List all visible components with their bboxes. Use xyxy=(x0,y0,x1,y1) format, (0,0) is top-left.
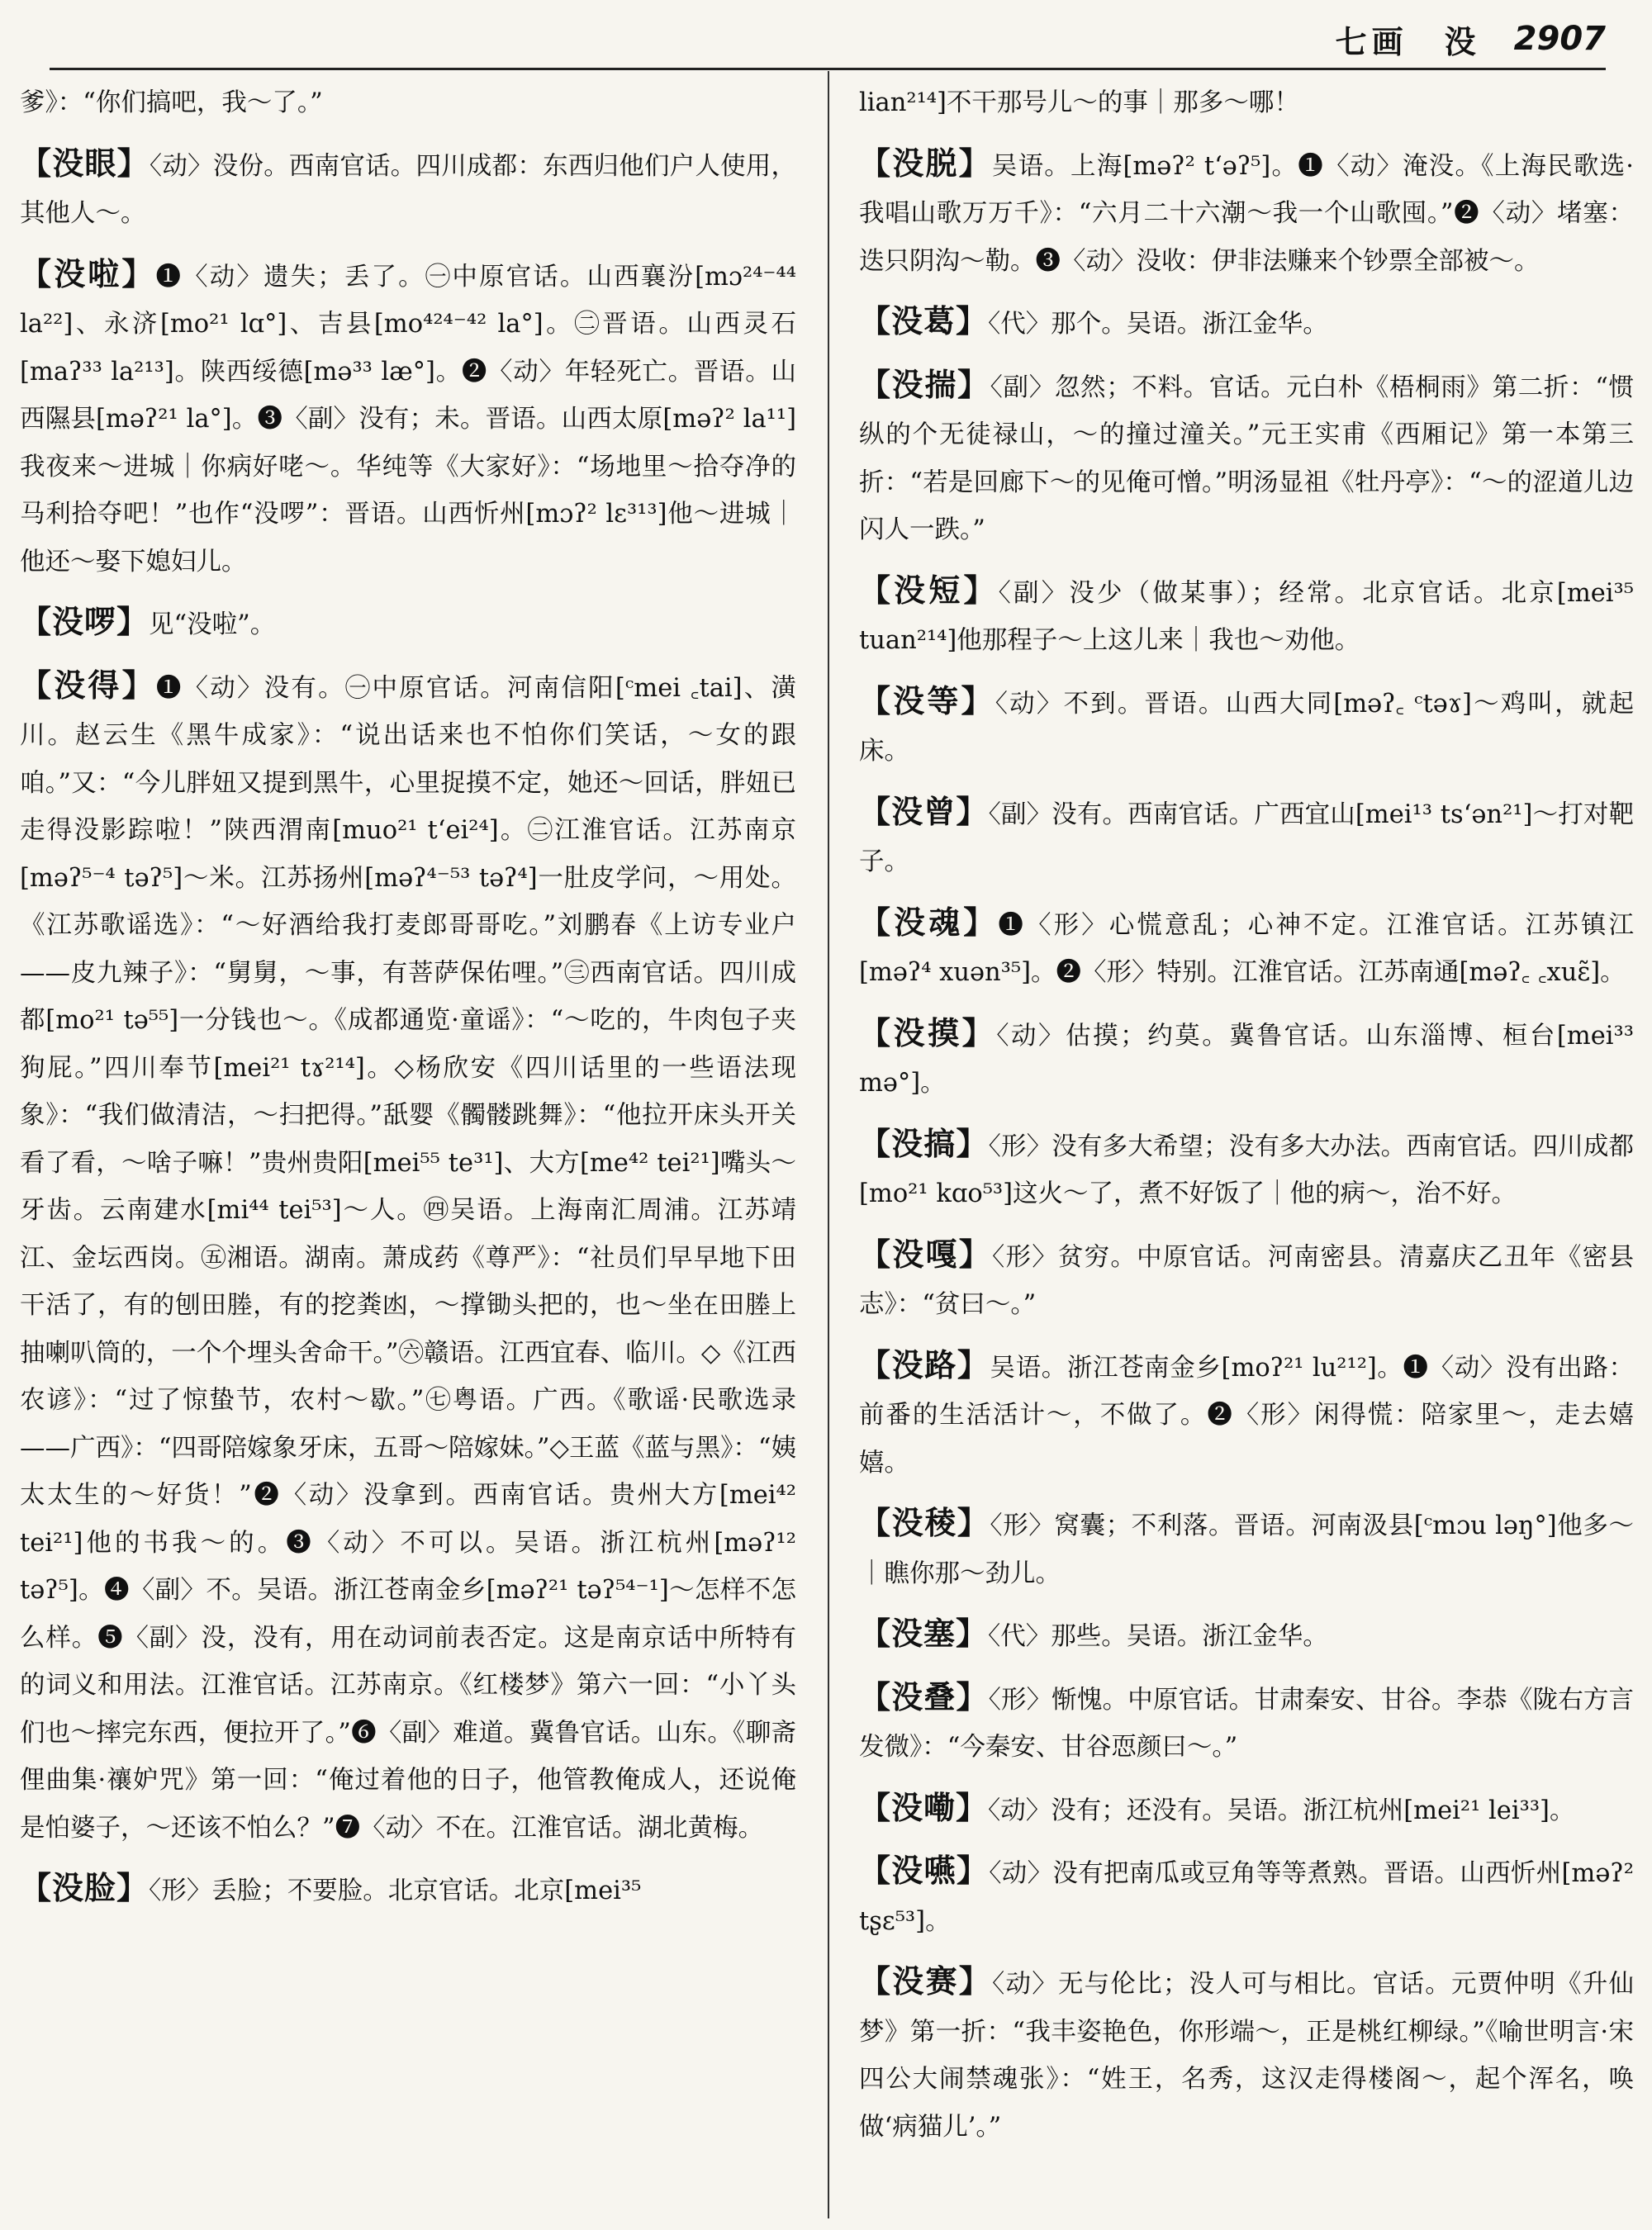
entry-headword: 【没等】 xyxy=(859,681,995,719)
dictionary-entry xyxy=(859,297,1634,349)
page-header xyxy=(50,10,1606,70)
entry-headword: 【没啦】 xyxy=(20,254,156,292)
entry-definition: 〈动〉没有；还没有。吴语。浙江杭州[mei²¹ lei³³]。 xyxy=(988,1796,1575,1825)
dictionary-entry xyxy=(859,1499,1634,1597)
entry-definition: 爹》：“你们搞吧，我～了。” xyxy=(20,88,323,117)
entry-definition: 〈动〉没有把南瓜或豆角等等煮熟。晋语。山西忻州[məʔ² tʂɛ⁵³]。 xyxy=(859,1859,1634,1936)
entry-definition: 〈动〉无与伦比；没人可与相比。官话。元贾仲明《升仙梦》第一折：“我丰姿艳色，你形端～，正是桃红柳绿。”《喻世明言·宋四公大闹禁魂张》：“姓王，名秀，这汉走得楼阁～，起个浑名，唤做‘病猫儿’。” xyxy=(859,1970,1634,2142)
entry-definition: 〈动〉估摸；约莫。冀鲁官话。山东淄博、桓台[mei³³ mə°]。 xyxy=(859,1021,1634,1098)
entry-definition: 〈形〉窝囊；不利落。晋语。河南汲县[ᶜmɔu ləŋ°]他多～｜瞧你那～劲儿。 xyxy=(859,1511,1634,1588)
entry-headword: 【没得】 xyxy=(20,666,156,704)
section-label: 七画 没 xyxy=(1335,22,1481,60)
entry-headword: 【没嘞】 xyxy=(859,1788,989,1826)
entry-headword: 【没嚥】 xyxy=(859,1852,990,1889)
dictionary-entry xyxy=(859,1784,1634,1835)
entry-definition: ❶〈形〉心慌意乱；心神不定。江淮官话。江苏镇江[məʔ⁴ xuən³⁵]。❷〈形〉特别。江淮官话。江苏南通[məʔ꜀ ꜀xuɛ̃]。 xyxy=(859,910,1634,987)
entry-headword: 【没叠】 xyxy=(859,1677,989,1715)
right-column xyxy=(859,79,1634,2218)
dictionary-entry xyxy=(859,79,1634,127)
entry-definition: lian²¹⁴]不干那号儿～的事｜那多～哪！ xyxy=(859,88,1299,117)
entry-headword: 【没啰】 xyxy=(20,603,150,640)
entry-definition: 见“没啦”。 xyxy=(149,610,276,639)
entry-definition: 〈动〉没份。西南官话。四川成都：东西归他们户人使用，其他人～。 xyxy=(20,151,796,228)
entry-headword: 【没曾】 xyxy=(859,792,989,830)
entry-definition: 〈形〉贫穷。中原官话。河南密县。清嘉庆乙丑年《密县志》：“贫曰～。” xyxy=(859,1242,1634,1319)
entry-headword: 【没短】 xyxy=(859,571,999,609)
dictionary-entry xyxy=(20,662,796,1853)
entry-headword: 【没眼】 xyxy=(20,144,150,182)
entry-definition: 吴语。浙江苍南金乡[moʔ²¹ lu²¹²]。❶〈动〉没有出路：前番的生活活计～，不做了。❷〈形〉闲得慌：陪家里～，走去嬉嬉。 xyxy=(859,1353,1634,1478)
entry-definition: 〈形〉惭愧。中原官话。甘肃秦安、甘谷。李恭《陇右方言发微》：“今秦安、甘谷恧颜曰～。” xyxy=(859,1685,1634,1762)
entry-headword: 【没塞】 xyxy=(859,1615,989,1652)
dictionary-entry xyxy=(859,1610,1634,1661)
dictionary-entry xyxy=(859,1957,1634,2151)
entry-headword: 【没嘎】 xyxy=(859,1235,992,1273)
entry-headword: 【没脸】 xyxy=(20,1869,150,1906)
dictionary-entry xyxy=(20,598,796,649)
dictionary-entry xyxy=(20,250,796,586)
column-divider xyxy=(828,71,829,2218)
dictionary-entry xyxy=(20,1864,796,1915)
entry-headword: 【没稜】 xyxy=(859,1504,990,1541)
dictionary-entry xyxy=(20,79,796,127)
entry-headword: 【没脱】 xyxy=(859,144,992,182)
dictionary-entry xyxy=(859,899,1634,997)
entry-headword: 【没魂】 xyxy=(859,903,999,941)
entry-definition: 〈副〉没有。西南官话。广西宜山[mei¹³ tsʻən²¹]～打对靶子。 xyxy=(859,799,1634,876)
entry-headword: 【没路】 xyxy=(859,1345,990,1383)
dictionary-entry xyxy=(20,140,796,238)
dictionary-entry xyxy=(859,567,1634,665)
dictionary-entry xyxy=(859,1120,1634,1218)
dictionary-entry xyxy=(859,140,1634,286)
dictionary-entry xyxy=(859,1341,1634,1487)
entry-definition: 〈副〉忽然；不料。官话。元白朴《梧桐雨》第二折：“惯纵的个无徒禄山，～的撞过潼关。”元王实甫《西厢记》第一本第三折：“若是回廊下～的见俺可憎。”明汤显祖《牡丹亭》：“～的涩道儿边闪人一跌。” xyxy=(859,372,1634,544)
entry-definition: ❶〈动〉遗失；丢了。㊀中原官话。山西襄汾[mɔ²⁴⁻⁴⁴ la²²]、永济[mo²¹ lɑ°]、吉县[mo⁴²⁴⁻⁴² la°]。㊁晋语。山西灵石[maʔ³³ la²¹³]。陕西绥德[mə³³ læ°]。❷〈动〉年轻死亡。晋语。山西隰县[məʔ²¹ la°]。❸〈副〉没有；未。晋语。山西太原[məʔ² la¹¹]我夜来～进城｜你病好咾～。华纯等《大家好》：“场地里～拾夺净的马利拾夺吧！”也作“没啰”：晋语。山西忻州[mɔʔ² lɛ³¹³]他～进城｜他还～娶下媳妇儿。 xyxy=(20,262,796,576)
entry-headword: 【没揣】 xyxy=(859,365,990,403)
dictionary-entry xyxy=(859,677,1634,776)
entry-definition: ❶〈动〉没有。㊀中原官话。河南信阳[ᶜmei ꜀tai]、潢川。赵云生《黑牛成家》：“说出话来也不怕你们笑话，～女的跟咱。”又：“今儿胖妞又提到黑牛，心里捉摸不定，她还～回话，胖妞已走得没影踪啦！”陕西渭南[muo²¹ tʻei²⁴]。㊁江淮官话。江苏南京[məʔ⁵⁻⁴ təʔ⁵]～米。江苏扬州[məʔ⁴⁻⁵³ təʔ⁴]一肚皮学问，～用处。《江苏歌谣选》：“～好酒给我打麦郎哥哥吃。”刘鹏春《上访专业户——皮九辣子》：“舅舅，～事，有菩萨保佑哩。”㊂西南官话。四川成都[mo²¹ tə⁵⁵]一分钱也～。《成都通览·童谣》：“～吃的，牛肉包子夹狗屁。”四川奉节[mei²¹ tɤ²¹⁴]。◇杨欣安《四川话里的一些语法现象》：“我们做清洁，～扫把得。”舐婴《髑髅跳舞》：“他拉开床头开关看了看，～啥子嘛！”贵州贵阳[mei⁵⁵ te³¹]、大方[me⁴² tei²¹]嘴头～牙齿。云南建水[mi⁴⁴ tei⁵³]～人。㊃吴语。上海南汇周浦。江苏靖江、金坛西岗。㊄湘语。湖南。萧成药《尊严》：“社员们早早地下田干活了，有的刨田塍，有的挖粪凼，～撑锄头把的，也～坐在田塍上抽喇叭筒的，一个个埋头舍命干。”㊅赣语。江西宜春、临川。◇《江西农谚》：“过了惊蛰节，农村～歇。”㊆粤语。广西。《歌谣·民歌选录——广西》：“四哥陪嫁象牙床，五哥～陪嫁妹。”◇王蓝《蓝与黑》：“姨太太生的～好货！”❷〈动〉没拿到。西南官话。贵州大方[mei⁴² tei²¹]他的书我～的。❸〈动〉不可以。吴语。浙江杭州[məʔ¹² təʔ⁵]。❹〈副〉不。吴语。浙江苍南金乡[məʔ²¹ təʔ⁵⁴⁻¹]～怎样不怎么样。❺〈副〉没，没有，用在动词前表否定。这是南京话中所特有的词义和用法。江淮官话。江苏南京。《红楼梦》第六一回：“小丫头们也～摔完东西，便拉开了。”❻〈副〉难道。冀鲁官话。山东。《聊斋俚曲集·禳妒咒》第一回：“俺过着他的日子，他管教俺成人，还说俺是怕婆子，～还该不怕么？”❼〈动〉不在。江淮官话。湖北黄梅。 xyxy=(20,673,796,1843)
entry-definition: 〈代〉那个。吴语。浙江金华。 xyxy=(988,310,1328,339)
entry-definition: 〈形〉丢脸；不要脸。北京官话。北京[mei³⁵ xyxy=(149,1877,642,1905)
entry-definition: 〈形〉没有多大希望；没有多大办法。西南官话。四川成都[mo²¹ kɑo⁵³]这火～了，煮不好饭了｜他的病～，治不好。 xyxy=(859,1132,1634,1208)
page-number: 2907 xyxy=(1513,20,1606,58)
dictionary-entry xyxy=(859,1847,1634,1945)
dictionary-entry xyxy=(859,1009,1634,1108)
entry-headword: 【没搞】 xyxy=(859,1124,989,1162)
entry-headword: 【没赛】 xyxy=(859,1962,992,2000)
left-column xyxy=(20,79,796,2218)
dictionary-entry xyxy=(859,361,1634,554)
entry-headword: 【没摸】 xyxy=(859,1013,997,1051)
entry-definition: 〈动〉不到。晋语。山西大同[məʔ꜀ ᶜtəɤ]～鸡叫，就起床。 xyxy=(859,689,1634,766)
dictionary-entry xyxy=(859,1231,1634,1329)
entry-definition: 〈副〉没少（做某事）；经常。北京官话。北京[mei³⁵ tuan²¹⁴]他那程子～上这儿来｜我也～劝他。 xyxy=(859,578,1634,655)
dictionary-entry xyxy=(859,1673,1634,1772)
dictionary-entry xyxy=(859,788,1634,886)
entry-headword: 【没葛】 xyxy=(859,302,989,339)
entry-definition: 〈代〉那些。吴语。浙江金华。 xyxy=(988,1622,1328,1651)
entry-definition: 吴语。上海[məʔ² tʻəʔ⁵]。❶〈动〉淹没。《上海民歌选·我唱山歌万万千》：“六月二十六潮～我一个山歌囤。”❷〈动〉堵塞：迭只阴沟～勒。❸〈动〉没收：伊非法赚来个钞票全部被～。 xyxy=(859,151,1634,276)
